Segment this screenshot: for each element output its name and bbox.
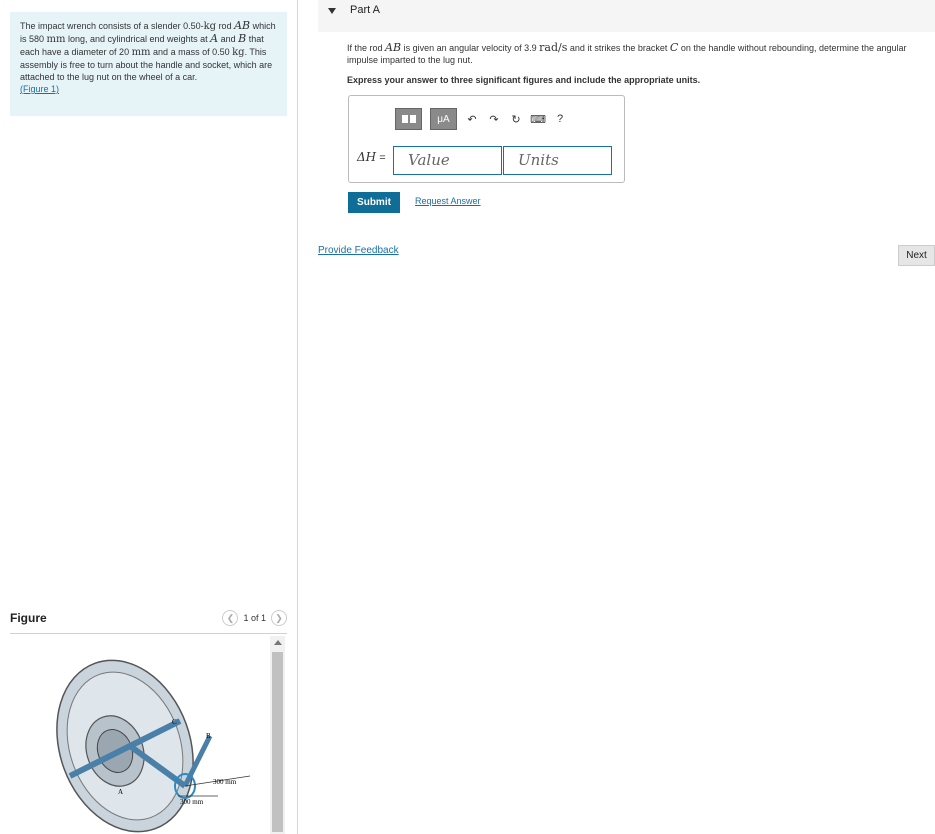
equation-label bbox=[357, 150, 386, 164]
scrollbar-thumb[interactable] bbox=[272, 652, 283, 832]
symbol-ab: AB bbox=[385, 41, 402, 54]
symbol-b: B bbox=[238, 32, 247, 45]
provide-feedback-link[interactable]: Provide Feedback bbox=[318, 245, 399, 256]
mu-a-button[interactable]: μA bbox=[430, 108, 457, 130]
problem-text: and bbox=[220, 34, 239, 44]
question-span: and it strikes the bracket bbox=[567, 43, 670, 53]
figure-scrollbar[interactable] bbox=[270, 636, 285, 834]
part-title: Part A bbox=[350, 4, 380, 16]
question-span: on the handle without rebounding, determine the angular impulse imparted to the lug nut. bbox=[347, 43, 907, 65]
unit-rad-s: rad/s bbox=[539, 41, 568, 54]
question-span: If the rod bbox=[347, 43, 386, 53]
help-icon[interactable]: ? bbox=[556, 113, 564, 125]
pager-count: 1 of 1 bbox=[243, 613, 266, 623]
units-input[interactable]: Units bbox=[503, 146, 612, 175]
question-text bbox=[347, 42, 927, 66]
figure-header bbox=[10, 609, 287, 634]
redo-icon[interactable]: ↷ bbox=[489, 113, 499, 126]
symbol-a: A bbox=[210, 32, 219, 45]
figure-image bbox=[10, 636, 287, 834]
problem-text: which is 580 bbox=[20, 21, 276, 44]
chevron-right-icon[interactable]: ❯ bbox=[271, 610, 287, 626]
scroll-up-icon[interactable] bbox=[274, 640, 282, 645]
next-button[interactable]: Next bbox=[898, 245, 935, 266]
unit-kg: kg bbox=[203, 21, 217, 32]
problem-statement bbox=[10, 12, 287, 116]
unit-kg: kg bbox=[232, 47, 245, 58]
undo-icon[interactable]: ↶ bbox=[467, 113, 477, 126]
label-c: C bbox=[172, 718, 177, 726]
dimension-label: 300 mm bbox=[180, 798, 204, 806]
dimension-label: 300 mm bbox=[213, 778, 237, 786]
template-box-icon bbox=[410, 115, 416, 123]
unit-mm: mm bbox=[46, 34, 66, 45]
equals-sign: = bbox=[376, 152, 386, 164]
symbol-c: C bbox=[669, 41, 679, 54]
value-input[interactable]: Value bbox=[393, 146, 502, 175]
answer-box bbox=[348, 95, 625, 183]
chevron-left-icon[interactable]: ❮ bbox=[222, 610, 238, 626]
part-header[interactable] bbox=[318, 0, 935, 32]
instruction: Express your answer to three significant figures and include the appropriate units. bbox=[347, 75, 701, 85]
request-answer-link[interactable]: Request Answer bbox=[415, 196, 481, 206]
problem-text: that each have a diameter of 20 bbox=[20, 34, 264, 57]
symbol-ab: AB bbox=[234, 19, 251, 32]
keyboard-icon[interactable]: ⌨ bbox=[530, 113, 546, 126]
figure-link[interactable]: (Figure 1) bbox=[20, 84, 60, 94]
collapse-triangle-icon[interactable] bbox=[328, 8, 336, 14]
figure-title: Figure bbox=[10, 611, 47, 625]
label-b: B bbox=[206, 732, 211, 740]
problem-text: The impact wrench consists of a slender 0.50- bbox=[20, 21, 204, 31]
label-a: A bbox=[118, 788, 124, 796]
reset-icon[interactable]: ↻ bbox=[511, 113, 521, 126]
impact-wrench-figure bbox=[10, 636, 270, 834]
templates-button[interactable] bbox=[395, 108, 422, 130]
problem-text: . This assembly is free to turn about the handle and socket, which are attached to the lug nut on the wheel of a car. bbox=[20, 47, 273, 82]
problem-text: long, and cylindrical end weights at bbox=[65, 34, 211, 44]
delta-h-symbol: ΔH bbox=[357, 150, 377, 164]
question-span: is given an angular velocity of 3.9 bbox=[401, 43, 540, 53]
submit-button[interactable]: Submit bbox=[348, 192, 400, 213]
template-box-icon bbox=[402, 115, 408, 123]
problem-text: rod bbox=[216, 21, 235, 31]
unit-mm: mm bbox=[131, 47, 151, 58]
figure-pager bbox=[222, 609, 287, 627]
left-panel bbox=[0, 0, 298, 834]
problem-text: and a mass of 0.50 bbox=[150, 47, 233, 57]
math-toolbar bbox=[395, 108, 567, 130]
right-panel bbox=[298, 0, 935, 834]
